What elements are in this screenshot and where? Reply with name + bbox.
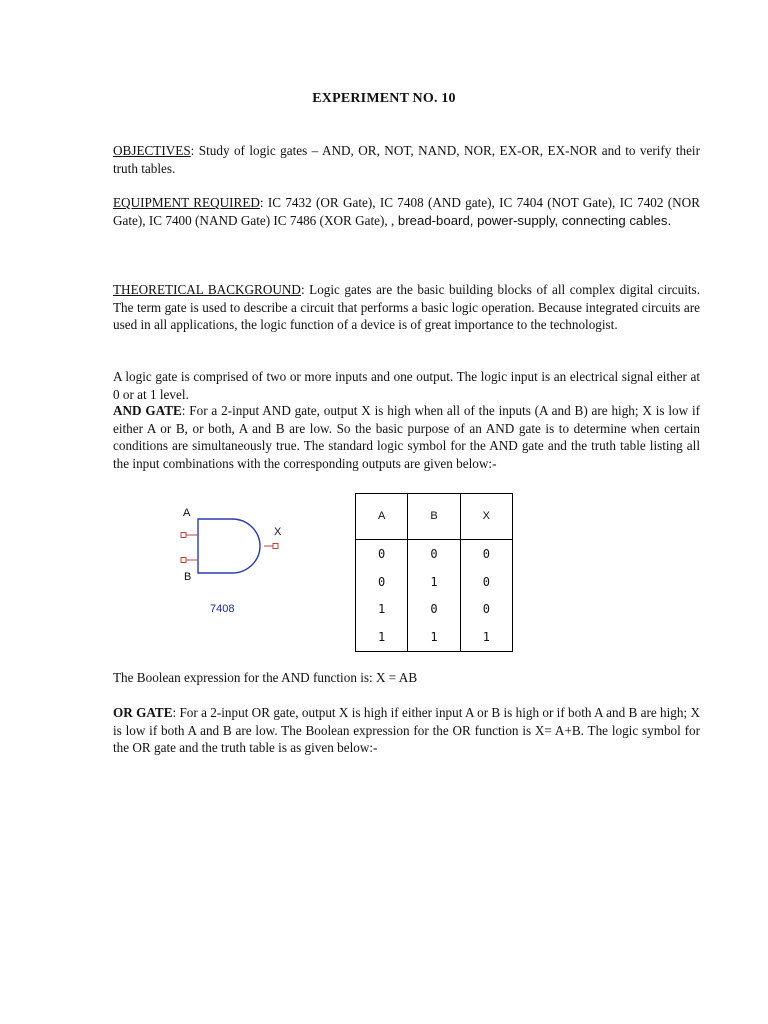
input-a-pin <box>181 533 186 538</box>
cell-b: 1 <box>408 568 460 596</box>
cell-x: 1 <box>460 623 512 651</box>
equipment-paragraph <box>113 194 700 229</box>
theory-text: : Logic gates are the basic building blocks of all complex digital circuits. The term gate is used to describe a circuit that performs a basic logic operation. Because integrated circuits are used in all applications, the logic function of a device is of great importance to the technologist. <box>113 282 700 332</box>
header-a: A <box>356 494 408 540</box>
cell-a: 0 <box>378 574 386 589</box>
equipment-label: EQUIPMENT REQUIRED <box>113 195 260 210</box>
theory-paragraph <box>113 281 700 334</box>
cell-b: 0 <box>408 539 460 567</box>
and-gate-symbol <box>170 505 290 625</box>
equipment-text: : IC 7432 (OR Gate), IC 7408 (AND gate), IC 7404 (NOT Gate), IC 7402 (NOR Gate), IC 7400 (NAND Gate) IC 7486 (XOR Gate), , <box>113 195 700 228</box>
output-pin <box>273 544 278 549</box>
objectives-label: OBJECTIVES <box>113 143 191 158</box>
truth-table-header <box>356 494 513 540</box>
intro-paragraph: A logic gate is comprised of two or more inputs and one output. The logic input is an electrical signal either at 0 or at 1 level. <box>113 369 700 402</box>
or-gate-paragraph <box>113 704 700 757</box>
cell-a: 1 <box>378 602 386 617</box>
cell-x: 0 <box>460 595 512 623</box>
objectives-text: : Study of logic gates – AND, OR, NOT, NAND, NOR, EX-OR, EX-NOR and to verify their truth tables. <box>113 143 700 176</box>
input-a-label: A <box>183 507 191 519</box>
theory-label: THEORETICAL BACKGROUND <box>113 282 301 297</box>
cell-x: 0 <box>460 568 512 596</box>
and-gate-body <box>198 519 260 573</box>
header-b: B <box>408 494 460 540</box>
table-row <box>356 568 513 596</box>
and-gate-text: : For a 2-input AND gate, output X is high when all of the inputs (A and B) are high; X is low if either A or B, or both, A and B are low. So the basic purpose of an AND gate is to determine when certain conditions are simultaneously true. The standard logic symbol for the AND gate and the truth table listing all the input combinations with the corresponding outputs are given below:- <box>113 403 700 471</box>
and-gate-label: AND GATE <box>113 403 182 418</box>
equipment-text-extra: bread-board, power-supply, connecting cables. <box>394 212 672 228</box>
boolean-and-expression: The Boolean expression for the AND function is: X = AB <box>113 670 418 685</box>
output-x-label: X <box>274 526 282 538</box>
cell-b: 1 <box>408 623 460 651</box>
ic-number-label: 7408 <box>210 603 235 615</box>
input-b-pin <box>181 558 186 563</box>
cell-a: 1 <box>378 630 386 645</box>
header-x: X <box>460 494 512 540</box>
page-title: EXPERIMENT NO. 10 <box>312 91 456 106</box>
cell-b: 0 <box>408 595 460 623</box>
and-gate-paragraph <box>113 402 700 472</box>
table-row <box>356 595 513 623</box>
objectives-paragraph <box>113 142 700 177</box>
table-row <box>356 539 513 567</box>
or-gate-text: : For a 2-input OR gate, output X is high if either input A or B is high or if both A and B are high; X is low if both A and B are low. The Boolean expression for the OR function is X= A+B. The logic symbol for the OR gate and the truth table is as given below:- <box>113 705 700 755</box>
input-b-label: B <box>184 571 192 583</box>
and-truth-table <box>355 493 513 652</box>
or-gate-label: OR GATE <box>113 705 173 720</box>
cell-x: 0 <box>460 539 512 567</box>
cell-a: 0 <box>378 546 386 561</box>
table-row <box>356 623 513 651</box>
